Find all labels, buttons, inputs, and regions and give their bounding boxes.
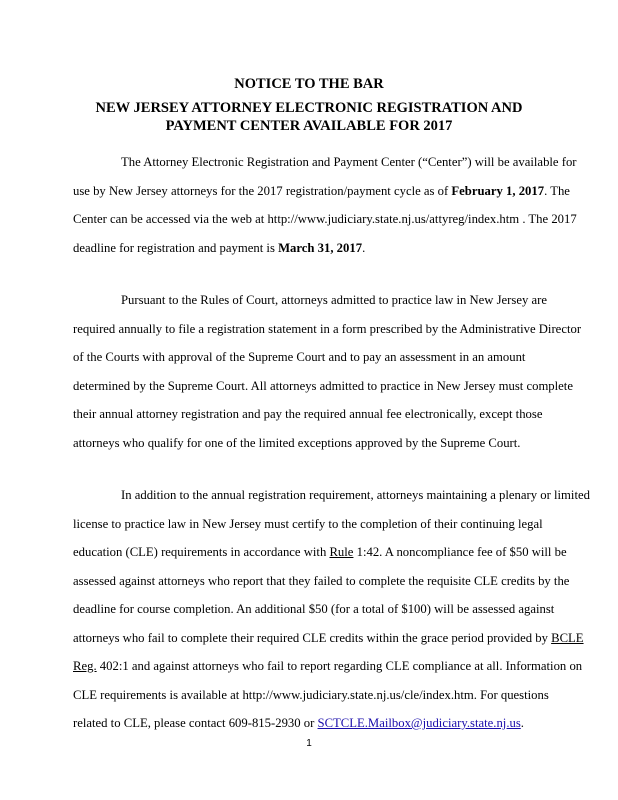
paragraph-line: [73, 624, 584, 653]
paragraph-line: determined by the Supreme Court. All attorneys admitted to practice in New Jersey must complete: [73, 378, 573, 393]
paragraph-availability: [73, 148, 577, 262]
paragraph-line: CLE requirements is available at http://www.judiciary.state.nj.us/cle/index.htm. For questions: [73, 687, 549, 702]
text-segment: . The: [544, 183, 570, 198]
paragraph-line: attorneys who qualify for one of the limited exceptions approved by the Supreme Court.: [73, 435, 521, 450]
paragraph-line: [73, 709, 553, 738]
paragraph-line: their annual attorney registration and pay the required annual fee electronically, except those: [73, 407, 543, 421]
start-date: February 1, 2017: [451, 183, 545, 198]
email-link[interactable]: SCTCLE.Mailbox@judiciary.state.nj.us: [317, 716, 521, 730]
paragraph-line: required annually to file a registration statement in a form prescribed by the Administrative Director: [73, 321, 582, 336]
text-segment: attorneys who fail to complete their required CLE credits within the grace period provided by: [73, 630, 552, 645]
paragraph-line: of the Courts with approval of the Supreme Court and to pay an assessment in an amount: [73, 350, 526, 364]
paragraph-line: [73, 538, 567, 567]
paragraph-cle: [73, 481, 590, 738]
rule-reference: Rule: [329, 545, 354, 559]
text-segment: 402:1 and against attorneys who fail to report regarding CLE compliance at all. Information on: [96, 659, 583, 673]
paragraph-rules: [73, 286, 582, 457]
text-segment: .: [520, 716, 524, 730]
bcle-reference: BCLE: [551, 630, 584, 645]
paragraph-line: Center can be accessed via the web at http://www.judiciary.state.nj.us/attyreg/index.htm . The 2017: [73, 212, 577, 226]
paragraph-line: deadline for course completion. An additional $50 (for a total of $100) will be assessed against: [73, 602, 555, 616]
text-segment: related to CLE, please contact 609-815-2930 or: [73, 716, 318, 730]
text-segment: deadline for registration and payment is: [73, 240, 279, 255]
notice-subtitle-line2: PAYMENT CENTER AVAILABLE FOR 2017: [165, 118, 453, 134]
paragraph-line: [73, 652, 583, 681]
text-segment: use by New Jersey attorneys for the 2017 registration/payment cycle as of: [73, 183, 452, 198]
paragraph-line: The Attorney Electronic Registration and Payment Center (“Center”) will be available for: [121, 155, 577, 169]
text-segment: 1:42. A noncompliance fee of $50 will be: [353, 545, 567, 559]
text-segment: education (CLE) requirements in accordance with: [73, 545, 330, 559]
paragraph-line: In addition to the annual registration requirement, attorneys maintaining a plenary or limited: [121, 488, 590, 502]
notice-title: NOTICE TO THE BAR: [234, 76, 384, 92]
paragraph-line: Pursuant to the Rules of Court, attorneys admitted to practice law in New Jersey are: [121, 293, 547, 307]
text-segment: .: [362, 240, 366, 255]
paragraph-line: assessed against attorneys who report that they failed to complete the requisite CLE credits by the: [73, 573, 570, 588]
reg-reference: Reg.: [73, 659, 97, 673]
paragraph-line: [73, 177, 570, 206]
paragraph-line: [73, 234, 553, 263]
page-number: 1: [306, 738, 312, 749]
notice-subtitle-line1: NEW JERSEY ATTORNEY ELECTRONIC REGISTRATION AND: [95, 100, 523, 116]
deadline-date: March 31, 2017: [278, 240, 363, 255]
paragraph-line: license to practice law in New Jersey must certify to the completion of their continuing legal: [73, 516, 543, 531]
